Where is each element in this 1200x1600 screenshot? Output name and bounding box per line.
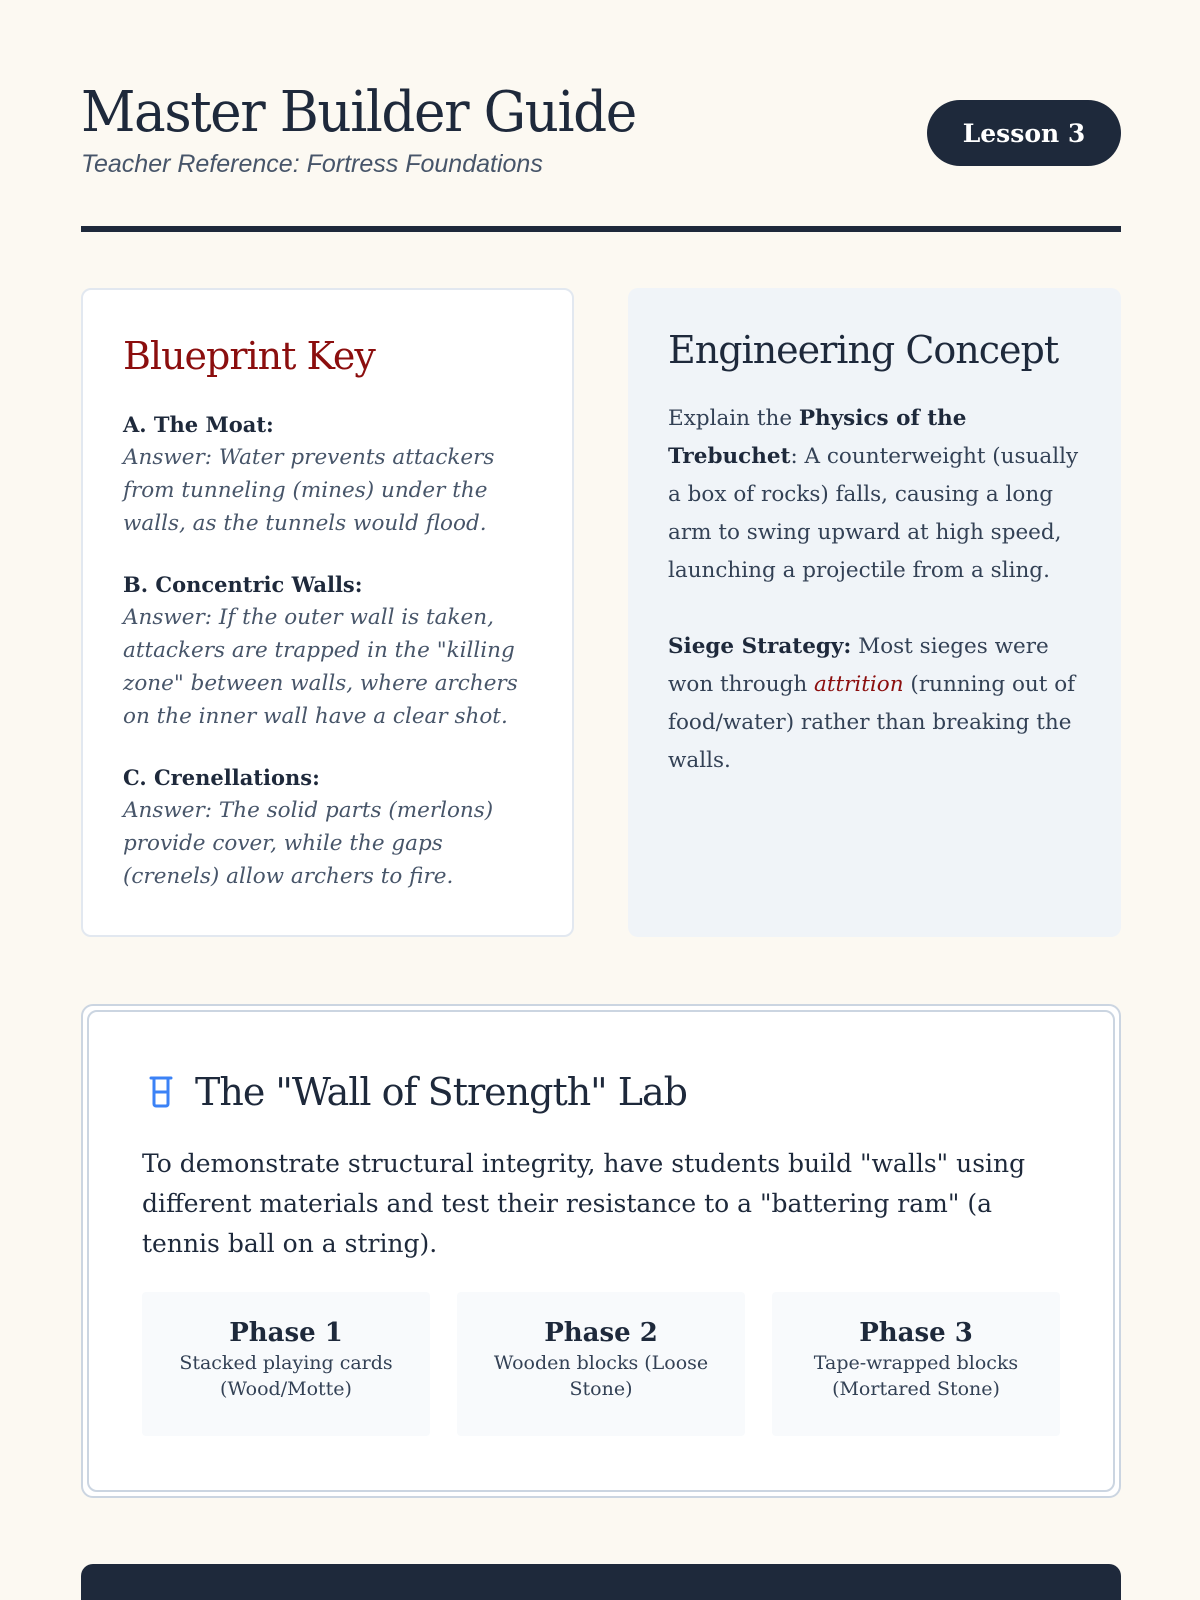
key-item-crenellations (123, 761, 572, 893)
key-item-moat (123, 408, 572, 540)
key-item-label: B. Concentric Walls: (123, 572, 363, 597)
phase-description: Tape-wrapped blocks (Mortared Stone) (813, 1352, 1019, 1400)
blueprint-key-card (81, 288, 574, 937)
phase-card-1 (142, 1292, 430, 1436)
key-item-answer: Answer: Water prevents attackers from tunneling (mines) under the walls, as the tunnels would flood. (123, 445, 495, 536)
lab-header (147, 1070, 687, 1114)
trebuchet-term: Physics of the Trebuchet (668, 406, 967, 469)
page-header (81, 80, 1121, 232)
siege-strategy-paragraph (668, 628, 1085, 780)
phase-description: Stacked playing cards (Wood/Motte) (179, 1352, 393, 1400)
page-title: Master Builder Guide (81, 80, 636, 145)
trebuchet-paragraph (668, 400, 1085, 590)
siege-strategy-tail: (running out of food/water) rather than breaking the walls. (668, 672, 1076, 773)
blueprint-key-heading: Blueprint Key (123, 334, 375, 378)
phase-list (142, 1292, 1060, 1436)
key-item-concentric-walls (123, 568, 572, 733)
key-item-answer: Answer: If the outer wall is taken, attackers are trapped in the "killing zone" between walls, where archers on the inner wall have a clear shot. (123, 605, 518, 729)
wall-of-strength-lab (81, 1004, 1121, 1498)
beaker-icon (147, 1075, 175, 1109)
trebuchet-explanation: : A counterweight (usually a box of rocks) falls, causing a long arm to swing upward at high speed, launching a projectile from a sling. (668, 444, 1079, 583)
attrition-term: attrition (814, 672, 904, 697)
key-item-answer: Answer: The solid parts (merlons) provide cover, while the gaps (crenels) allow archers to fire. (123, 798, 494, 889)
lab-title: The "Wall of Strength" Lab (195, 1070, 687, 1114)
phase-card-3 (772, 1292, 1060, 1436)
siege-strategy-text: Most sieges were won through (668, 634, 1049, 697)
lab-description: To demonstrate structural integrity, have students build "walls" using different materials and test their resistance to a "battering ram" (a tennis ball on a string). (142, 1149, 1026, 1258)
phase-title: Phase 1 (229, 1318, 343, 1348)
phase-title: Phase 3 (859, 1318, 973, 1348)
phase-title: Phase 2 (544, 1318, 658, 1348)
page-subtitle: Teacher Reference: Fortress Foundations (81, 150, 543, 178)
phase-card-2 (457, 1292, 745, 1436)
footer-bar (81, 1564, 1121, 1600)
key-item-label: A. The Moat: (123, 412, 274, 437)
trebuchet-intro: Explain the (668, 406, 799, 431)
lesson-badge: Lesson 3 (927, 100, 1121, 166)
engineering-concept-heading: Engineering Concept (668, 328, 1059, 372)
siege-strategy-term: Siege Strategy: (668, 634, 852, 659)
phase-description: Wooden blocks (Loose Stone) (493, 1352, 709, 1400)
key-item-label: C. Crenellations: (123, 765, 320, 790)
engineering-concept-card (628, 288, 1121, 937)
